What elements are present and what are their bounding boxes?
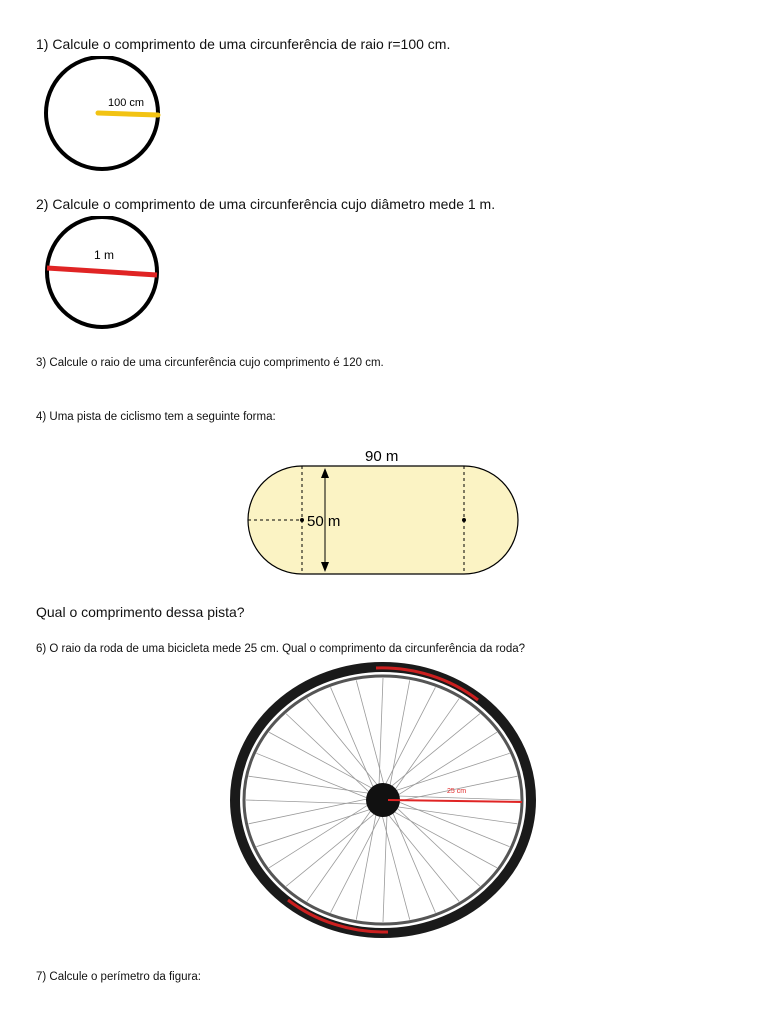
circle-diameter-figure bbox=[40, 216, 170, 330]
track-shape bbox=[248, 466, 518, 574]
spoke bbox=[307, 807, 373, 901]
spoke bbox=[393, 699, 459, 793]
spoke bbox=[384, 687, 436, 788]
bicycle-wheel-figure bbox=[228, 660, 538, 950]
radius-line bbox=[98, 113, 158, 115]
spoke bbox=[256, 753, 371, 799]
question-1: 1) Calcule o comprimento de uma circunferência de raio r=100 cm. bbox=[36, 36, 451, 52]
wheel-radius-line bbox=[388, 800, 522, 802]
radius-label: 100 cm bbox=[108, 97, 145, 109]
question-4-followup: Qual o comprimento dessa pista? bbox=[36, 604, 245, 620]
spoke bbox=[395, 801, 510, 847]
cycling-track-figure bbox=[240, 444, 525, 578]
spoke bbox=[331, 687, 375, 791]
diameter-line bbox=[47, 268, 157, 275]
diameter-label: 1 m bbox=[94, 248, 115, 262]
question-3: 3) Calcule o raio de uma circunferência cujo comprimento é 120 cm. bbox=[36, 357, 384, 369]
question-4: 4) Uma pista de ciclismo tem a seguinte forma: bbox=[36, 411, 276, 423]
question-6: 6) O raio da roda de uma bicicleta mede 25 cm. Qual o comprimento da circunferência da roda? bbox=[36, 643, 526, 655]
height-label: 50 m bbox=[307, 513, 341, 530]
spoke bbox=[391, 809, 435, 913]
width-label: 90 m bbox=[365, 448, 399, 465]
wheel-radius-label: 25 cm bbox=[447, 788, 467, 795]
spoke bbox=[331, 812, 383, 913]
left-center-point bbox=[300, 518, 304, 522]
question-2: 2) Calcule o comprimento de uma circunferência cujo diâmetro mede 1 m. bbox=[36, 196, 496, 212]
spoke bbox=[392, 753, 510, 792]
question-7: 7) Calcule o perímetro da figura: bbox=[36, 971, 201, 983]
circle-radius-figure bbox=[40, 56, 170, 172]
right-center-point bbox=[462, 518, 466, 522]
spoke bbox=[256, 808, 374, 847]
